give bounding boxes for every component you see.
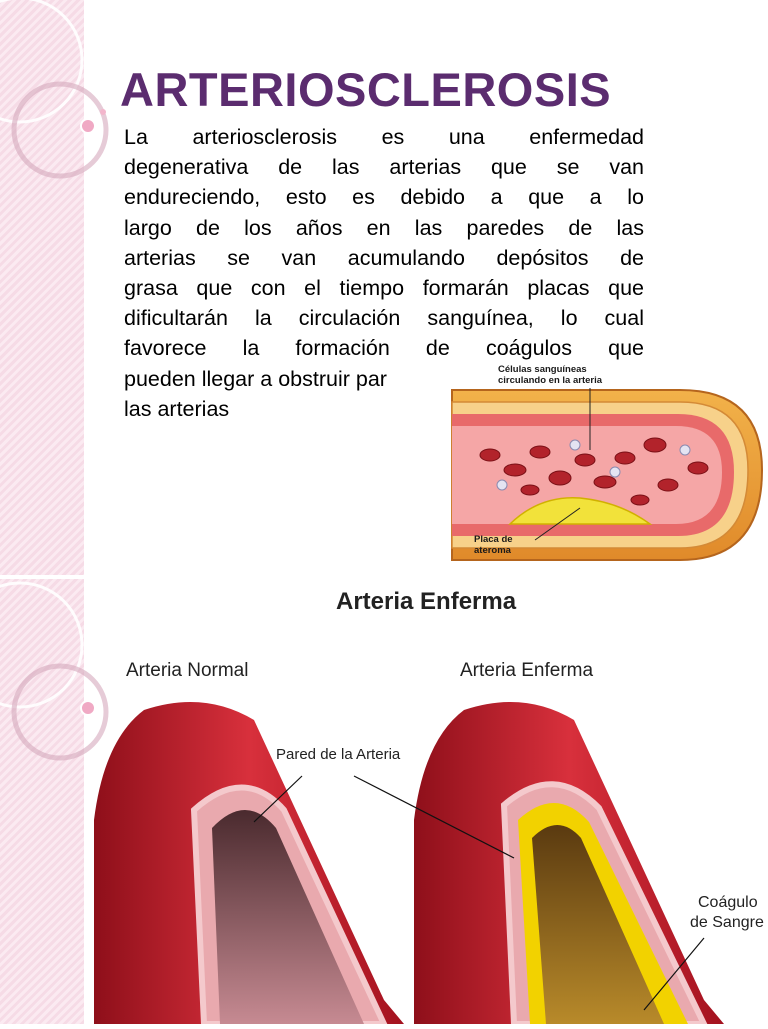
clot-label-line2: de Sangre bbox=[690, 914, 764, 931]
artery-plaque-illustration bbox=[440, 360, 768, 575]
paragraph-line: degenerativa de las arterias que se van bbox=[124, 155, 644, 180]
paragraph-line: arterias se van acumulando depósitos de bbox=[124, 245, 644, 270]
paragraph-line: pueden llegar a obstruir par bbox=[124, 366, 387, 391]
plaque-label-line1: Placa de bbox=[474, 534, 513, 545]
plaque-label-line2: ateroma bbox=[474, 545, 511, 556]
normal-artery-label: Arteria Normal bbox=[126, 660, 249, 681]
paragraph-line: La arteriosclerosis es una enfermedad bbox=[124, 125, 644, 149]
slide-title: ARTERIOSCLEROSIS bbox=[120, 63, 612, 116]
paragraph-line: favorece la formación de coágulos que bbox=[124, 336, 644, 361]
clot-label-line1: Coágulo bbox=[698, 894, 758, 911]
artery-comparison-drawing bbox=[84, 580, 768, 1024]
paragraph-line: dificultarán la circulación sanguínea, lo cual bbox=[124, 306, 644, 331]
paragraph-line: las arterias bbox=[124, 396, 230, 421]
paragraph-line: endureciendo, esto es debido a que a lo bbox=[124, 185, 644, 210]
paragraph-line: largo de los años en las paredes de las bbox=[124, 215, 644, 240]
diseased-artery-label: Arteria Enferma bbox=[460, 660, 594, 681]
paragraph-line: grasa que con el tiempo formarán placas que bbox=[124, 275, 644, 300]
artery-comparison-illustration bbox=[84, 580, 768, 1024]
cells-label-line2: circulando en la arteria bbox=[498, 375, 603, 386]
figure-title: Arteria Enferma bbox=[336, 588, 517, 615]
cells-label-line1: Células sanguíneas bbox=[498, 364, 587, 375]
artery-wall-label: Pared de la Arteria bbox=[276, 746, 401, 763]
